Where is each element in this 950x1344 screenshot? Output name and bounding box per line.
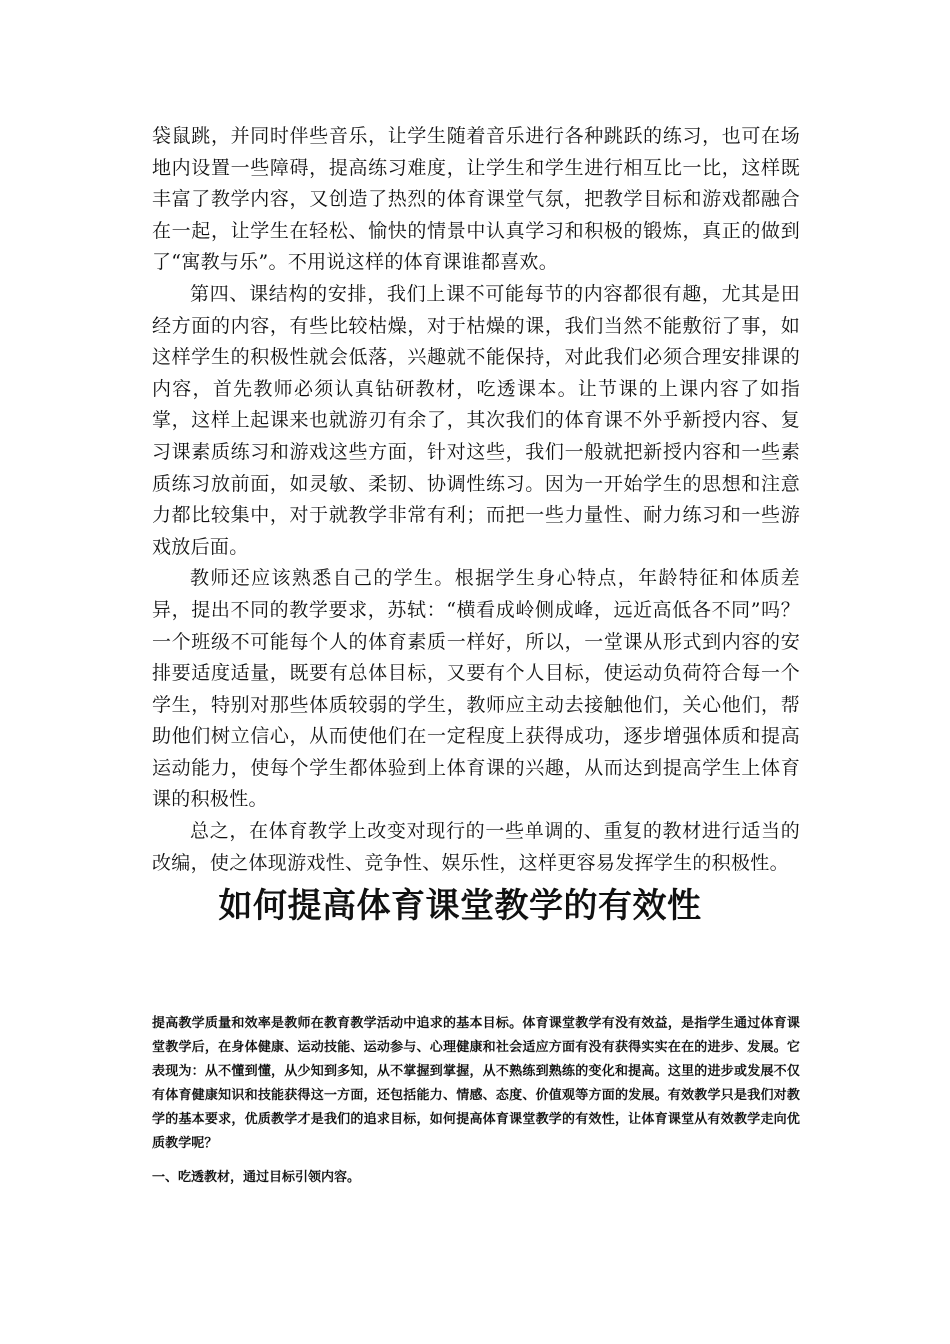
article-body [152,121,800,879]
intro-paragraph: 提高教学质量和效率是教师在教育教学活动中追求的基本目标。体育课堂教学有没有效益，是指学生通过体育课堂教学后，在身体健康、运动技能、运动参与、心理健康和社会适应方面有没有获得实实在在的进步、发展。它表现为：从不懂到懂，从少知到多知，从不掌握到掌握，从不熟练到熟练的变化和提高。这里的进步或发展不仅有体育健康知识和技能获得这一方面，还包括能力、情感、态度、价值观等方面的发展。有效教学只是我们对教学的基本要求，优质教学才是我们的追求目标，如何提高体育课堂教学的有效性，让体育课堂从有效教学走向优质教学呢？ [152,1016,800,1151]
section-heading: 一、吃透教材，通过目标引领内容。 [152,1170,361,1185]
article-intro [152,1012,800,1155]
paragraph-3: 教师还应该熟悉自己的学生。根据学生身心特点，年龄特征和体质差异，提出不同的教学要求，苏轼：“横看成岭侧成峰，远近高低各不同”吗？一个班级不可能每个人的体育素质一样好，所以，一堂课从形式到内容的安排要适度适量，既要有总体目标，又要有个人目标，使运动负荷符合每一个学生，特别对那些体质较弱的学生，教师应主动去接触他们，关心他们，帮助他们树立信心，从而使他们在一定程度上获得成功，逐步增强体质和提高运动能力，使每个学生都体验到上体育课的兴趣，从而达到提高学生上体育课的积极性。 [152,567,800,811]
paragraph-1: 袋鼠跳，并同时伴些音乐，让学生随着音乐进行各种跳跃的练习，也可在场地内设置一些障碍，提高练习难度，让学生和学生进行相互比一比，这样既丰富了教学内容，又创造了热烈的体育课堂气氛，把教学目标和游戏都融合在一起，让学生在轻松、愉快的情景中认真学习和积极的锻炼，真正的做到了“寓教与乐”。不用说这样的体育课谁都喜欢。 [152,125,800,274]
paragraph-2: 第四、课结构的安排，我们上课不可能每节的内容都很有趣，尤其是田经方面的内容，有些比较枯燥，对于枯燥的课，我们当然不能敷衍了事，如这样学生的积极性就会低落，兴趣就不能保持，对此我们必须合理安排课的内容，首先教师必须认真钻研教材，吃透课本。让节课的上课内容了如指掌，这样上起课来也就游刃有余了，其次我们的体育课不外乎新授内容、复习课素质练习和游戏这些方面，针对这些，我们一般就把新授内容和一些素质练习放前面，如灵敏、柔韧、协调性练习。因为一开始学生的思想和注意力都比较集中，对于就教学非常有利；而把一些力量性、耐力练习和一些游戏放后面。 [152,282,800,558]
article-title: 如何提高体育课堂教学的有效性 [218,886,702,926]
paragraph-4: 总之，在体育教学上改变对现行的一些单调的、重复的教材进行适当的改编，使之体现游戏性、竞争性、娱乐性，这样更容易发挥学生的积极性。 [152,820,800,874]
